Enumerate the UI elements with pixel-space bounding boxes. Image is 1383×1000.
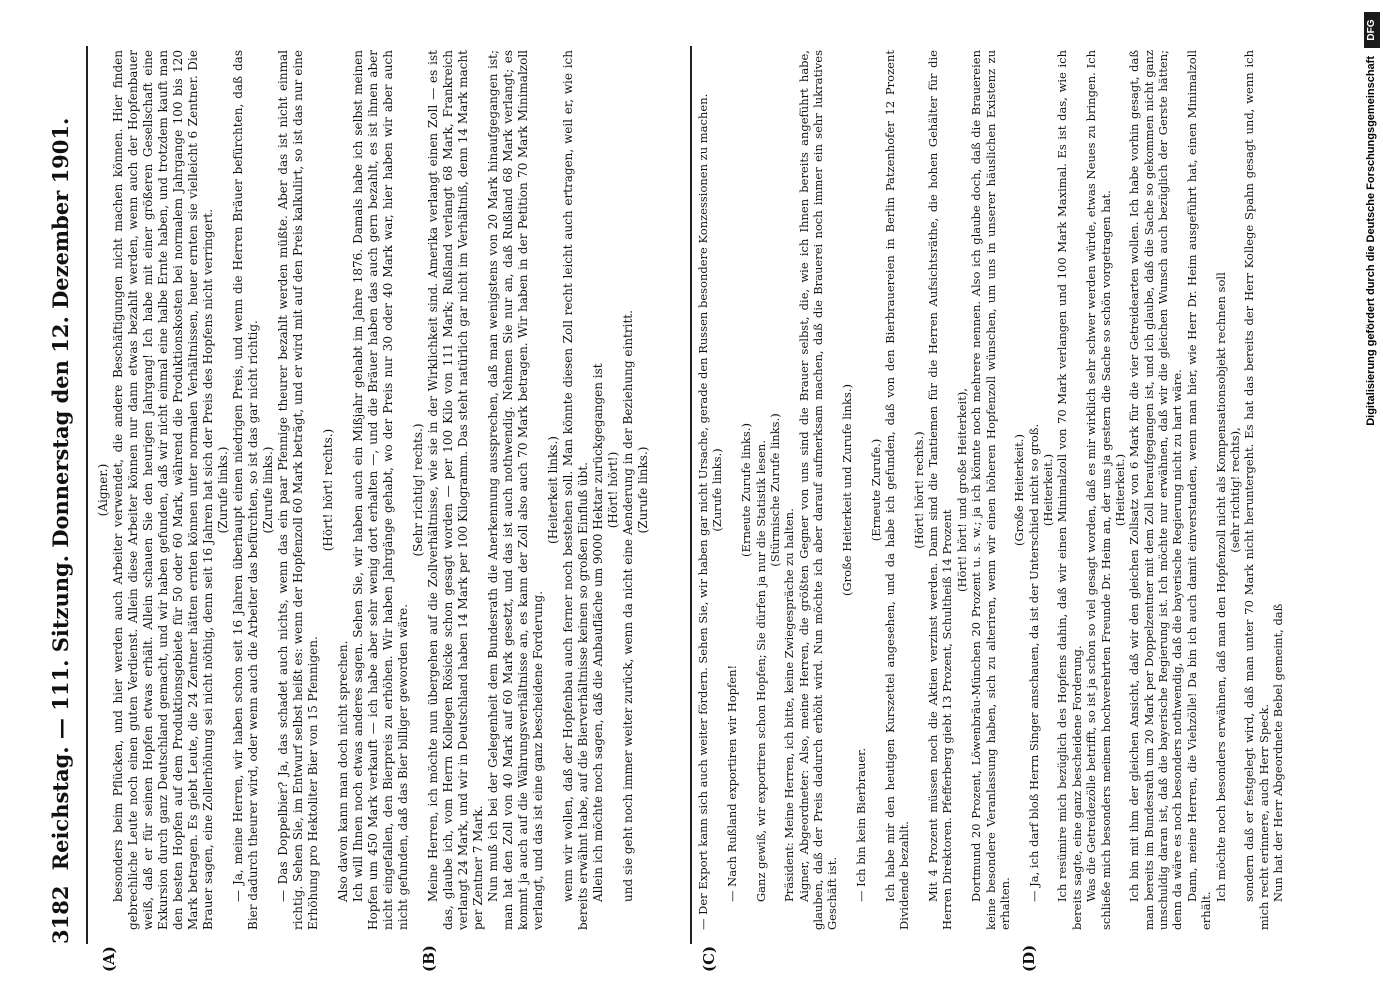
credit-text: Digitalisierung gefördert durch die Deutsche Forschungsgemeinschaft: [1365, 56, 1377, 426]
interjection: (Zurufe links.): [216, 446, 230, 534]
interjection: (Erneute Zurufe.): [868, 438, 883, 542]
header-rule: [86, 46, 88, 944]
paragraph: — Nach Rußland exportiren wir Hopfen!: [724, 664, 739, 902]
paragraph: — Das Doppelbier? Ja, das schadet auch nichts, wenn das ein paar Pfennige theurer bezahlt werden müßte. Aber das ist nicht einmal richtig. Sehen Sie, im Entwurf selbst heißt es: wenn der Hopfenzoll 60 Mark beträgt, und er wird mit auf den Preis kalkulirt, so ist das nur eine Erhöhung pro Hektoliter Bier von 15 Pfennigen.: [276, 50, 320, 930]
interjection: (Hört! hört! rechts.): [321, 428, 335, 552]
interjection: (Stürmische Zurufe links.): [767, 413, 782, 567]
interjection: (Hört! hört! und große Heiterkeit),: [954, 388, 969, 592]
interjection: (Heiterkeit links.): [546, 436, 560, 544]
paragraph: sondern daß er festgelegt wird, daß man unter 70 Mark nicht heruntergeht. Es hat das bereits der Herr Kollege Spahn gesagt und, wenn ich mich recht erinnere, auch Herr Speck.: [1242, 50, 1271, 930]
paragraph: Nun hat der Herr Abgeordnete Bebel gemeint, daß: [1271, 603, 1285, 902]
page-header: [48, 44, 88, 944]
paragraph: Meine Herren, ich möchte nun übergehen auf die Zollverhältnisse, wie sie in der Wirklichkeit sind. Amerika verlangt einen Zoll — es ist das, glaube ich, vom Herrn Kollegen Rösicke schon gesagt worden — per 100 Kilo von 111 Mark; Rußland verlangt 68 Mark, Frankreich verlangt 24 Mark, und wir in Deutschland haben 14 Mark per 100 Kilogramm. Das steht natürlich gar nicht im Verhältniß, denn 14 Mark macht per Zentner 7 Mark.: [426, 50, 485, 930]
paragraph: — Der Export kann sich auch weiter fördern. Sehen Sie, wir haben gar nicht Ursache, gerade den Russen besondere Konzessionen zu machen.: [696, 93, 710, 930]
paragraph: Also davon kann man doch nicht sprechen.: [336, 640, 350, 902]
paragraph: Dortmund 20 Prozent, Löwenbräu-München 20 Prozent u. s. w.; ja ich könnte noch mehrere nennen. Also ich glaube doch, daß die Brauereien keine besondere Veranlassung haben, sich zu alteriren, wenn wir einen höheren Hopfenzoll wünschen, um uns in unserer häuslichen Existenz zu erhalten.: [969, 50, 1012, 930]
interjection: (Heiterkeit.): [1041, 453, 1055, 527]
margin-mark-c: (C): [700, 945, 718, 972]
text-column-left: [96, 50, 686, 930]
interjection: (Große Heiterkeit und Zurufe links.): [839, 383, 854, 597]
interjection: (Heiterkeit.): [1112, 453, 1127, 527]
paragraph: Ich resümire mich bezüglich des Hopfens dahin, daß wir einen Minimalzoll von 70 Mark verlangen und 100 Mark Maximal. Es ist das, wie ich bereits sagte, eine ganz bescheidene Forderung.: [1055, 50, 1084, 930]
page-number: 3182: [48, 885, 73, 944]
interjection: (Große Heiterkeit.): [1012, 434, 1027, 546]
paragraph: Aigner, Abgeordneter: Also, meine Herren, die größten Gegner von uns sind die Brauer selbst, die, wie ich Ihnen bereits angeführt habe, glauben, daß der Preis dadurch erhöht wird. Nun möchte ich aber darauf aufmerksam machen, daß die Brauerei noch immer ein sehr lukratives Geschäft ist.: [796, 50, 840, 930]
column-divider: [690, 46, 692, 944]
margin-mark-d: (D): [1020, 944, 1038, 972]
text-column-right: [696, 50, 1286, 930]
interjection: (Hört! hört! rechts.): [911, 431, 926, 549]
page-header-title: Reichstag. — 111. Sitzung. Donnerstag den 12. Dezember 1901.: [48, 117, 73, 871]
dfg-logo: DFG: [1364, 12, 1380, 48]
interjection: (Sehr richtig! rechts.): [411, 423, 425, 557]
margin-mark-a: (A): [100, 946, 118, 972]
interjection: (Zurufe links.): [636, 446, 650, 534]
paragraph: — Ja, ich darf bloß Herrn Singer anschauen, da ist der Unterschied nicht so groß.: [1026, 423, 1041, 902]
interjection: (Hört! hört!): [606, 451, 620, 529]
paragraph: Ich bin mit ihm der gleichen Ansicht, daß wir den gleichen Zollsatz von 6 Mark für die vier Getreidearten wollen. Ich habe vorhin gesagt, daß man bereits im Bundesrath um 20 Mark per Doppelzentner mit dem Zoll heraufgegangen ist, und ich glaube, daß die Sache so gekommen nicht ganz unschuldig daran ist, daß die bayerische Regierung ist. Ich möchte nur erwähnen, daß wir die gleichen Wunsch auch bezüglich der Gerste hätten; denn da wäre es noch besonders nothwendig, daß die bayerische Regierung nicht zu hart wäre.: [1127, 50, 1185, 930]
paragraph: Was die Getreidezölle betrifft, so ist ja schon so viel gesagt worden, daß es mir wirklich sehr schwer werden würde, etwas Neues zu bringen. Ich schließe mich besonders meinem hochverehrten Freunde Dr. Heim an, der uns ja gestern die Sache so schön vorgetragen hat.: [1084, 50, 1113, 930]
paragraph: und sie geht noch immer weiter zurück, wenn da nicht eine Aenderung in der Beziehung eintritt.: [621, 310, 635, 902]
paragraph: Ich will Ihnen noch etwas anderes sagen. Sehen Sie, wir haben auch ein Mißjahr gehabt im Jahre 1876. Damals habe ich selbst meinen Hopfen um 450 Mark verkauft — ich habe aber sehr wenig dort erhalten —, und die Bräuer haben das auch gern bezahlt, es ist ihnen aber nicht eingefallen, den Bierpreis zu erhöhen. Wir haben Jahrgänge gehabt, wo der Preis nur 30 oder 40 Mark war, hier haben wir aber auch nicht gefunden, daß das Bier billiger geworden wäre.: [351, 50, 410, 930]
margin-mark-b: (B): [420, 945, 438, 972]
paragraph: Mit 4 Prozent müssen noch die Aktien verzinst werden. Dann sind die Tantiemen für die Herren Aufsichtsräthe, die hohen Gehälter für die Herren Direktoren. Pfefferberg giebt 13 Prozent, Schultheiß 14 Prozent: [926, 50, 955, 930]
interjection: (sehr richtig! rechts),: [1227, 427, 1242, 553]
interjection: (Aigner.): [96, 463, 110, 517]
paragraph: — Ja, meine Herren, wir haben schon seit 16 Jahren überhaupt einen niedrigen Preis, und wenn die Herren Bräuer befürchten, daß das Bier dadurch theurer wird, oder wenn auch die Arbeiter das befürchten, so ist das gar nicht richtig.: [231, 50, 260, 930]
paragraph: Präsident: Meine Herren, ich bitte, keine Zwiegespräche zu halten.: [782, 508, 797, 902]
paragraph: wenn wir wollen, daß der Hopfenbau auch ferner noch bestehen soll. Man könnte diesen Zoll recht leicht auch ertragen, weil er, wie ich bereits erwähnt habe, auf die Bierverhältnisse keinen so großen Einfluß übt.: [561, 50, 590, 930]
paragraph: Ich habe mir den heutigen Kurszettel angesehen, und da habe ich gefunden, daß von den Bierbrauereien in Berlin Patzenhofer 12 Prozent Dividende bezahlt.: [882, 50, 912, 930]
paragraph: Ganz gewiß, wir exportiren schon Hopfen; Sie dürfen ja nur die Statistik lesen.: [753, 440, 768, 902]
paragraph: Allein ich möchte noch sagen, daß die Anbaufläche um 9000 Hektar zurückgegangen ist: [591, 363, 605, 902]
digitization-credit-strip: [1362, 6, 1382, 986]
interjection: (Erneute Zurufe links.): [739, 423, 754, 557]
paragraph: — Ich bin kein Bierbrauer.: [854, 747, 869, 902]
paragraph: Nun muß ich bei der Gelegenheit dem Bundesrath die Anerkennung aussprechen, daß man wenigstens von 20 Mark hinaufgegangen ist; man hat den Zoll von 40 Mark auf 60 Mark gesetzt, und das ist auch nothwendig. Nehmen Sie nur an, daß Rußland 68 Mark verlangt; es kommt ja auch auf die Währungsverhältnisse an, es kann der Zoll also auch 70 Mark betragen. Wir haben in der Petition 70 Mark Minimalzoll verlangt, und das ist eine ganz bescheidene Forderung.: [486, 50, 545, 930]
interjection: (Zurufe links.): [710, 448, 725, 532]
paragraph: besonders beim Pflücken, und hier werden auch Arbeiter verwendet, die andere Beschäftigungen nicht machen können. Hier finden gebrechliche Leute noch einen guten Verdienst. Allein diese Arbeiter können nur dann etwas bezahlt werden, wenn auch der Hopfenbauer weiß, daß er für seinen Hopfen etwas erhält. Allein schauen Sie den heurigen Jahrgang! Ich habe mit einer größeren Gesellschaft eine Exkursion durch ganz Deutschland gemacht, und wir haben gefunden, daß wir nicht einmal eine halbe Ernte haben, und trotzdem kauft man den besten Hopfen auf dem Produktionsgebiete für 50 oder 60 Mark, während die Produktionskosten bei normalem Jahrgange 100 bis 120 Mark betragen. Es giebt Leute, die 24 Zentner hätten ernten können unter normalen Verhältnissen, heuer ernten sie vielleicht 6 Zentner. Die Brauer sagen, eine Zollerhöhung sei nicht nöthig, denn seit 16 Jahren hat sich der Preis des Hopfens nicht verringert.: [111, 50, 215, 930]
paragraph: Ich möchte noch besonders erwähnen, daß man den Hopfenzoll nicht als Kompensationsobjekt rechnen soll: [1213, 272, 1228, 902]
interjection: (Zurufe links.): [261, 446, 275, 534]
paragraph: Dann, meine Herren, die Viehzölle! Da bin ich auch damit einverstanden, wenn man hier, wie Herr Dr. Heim ausgeführt hat, einen Minimalzoll erhält.: [1184, 50, 1214, 930]
